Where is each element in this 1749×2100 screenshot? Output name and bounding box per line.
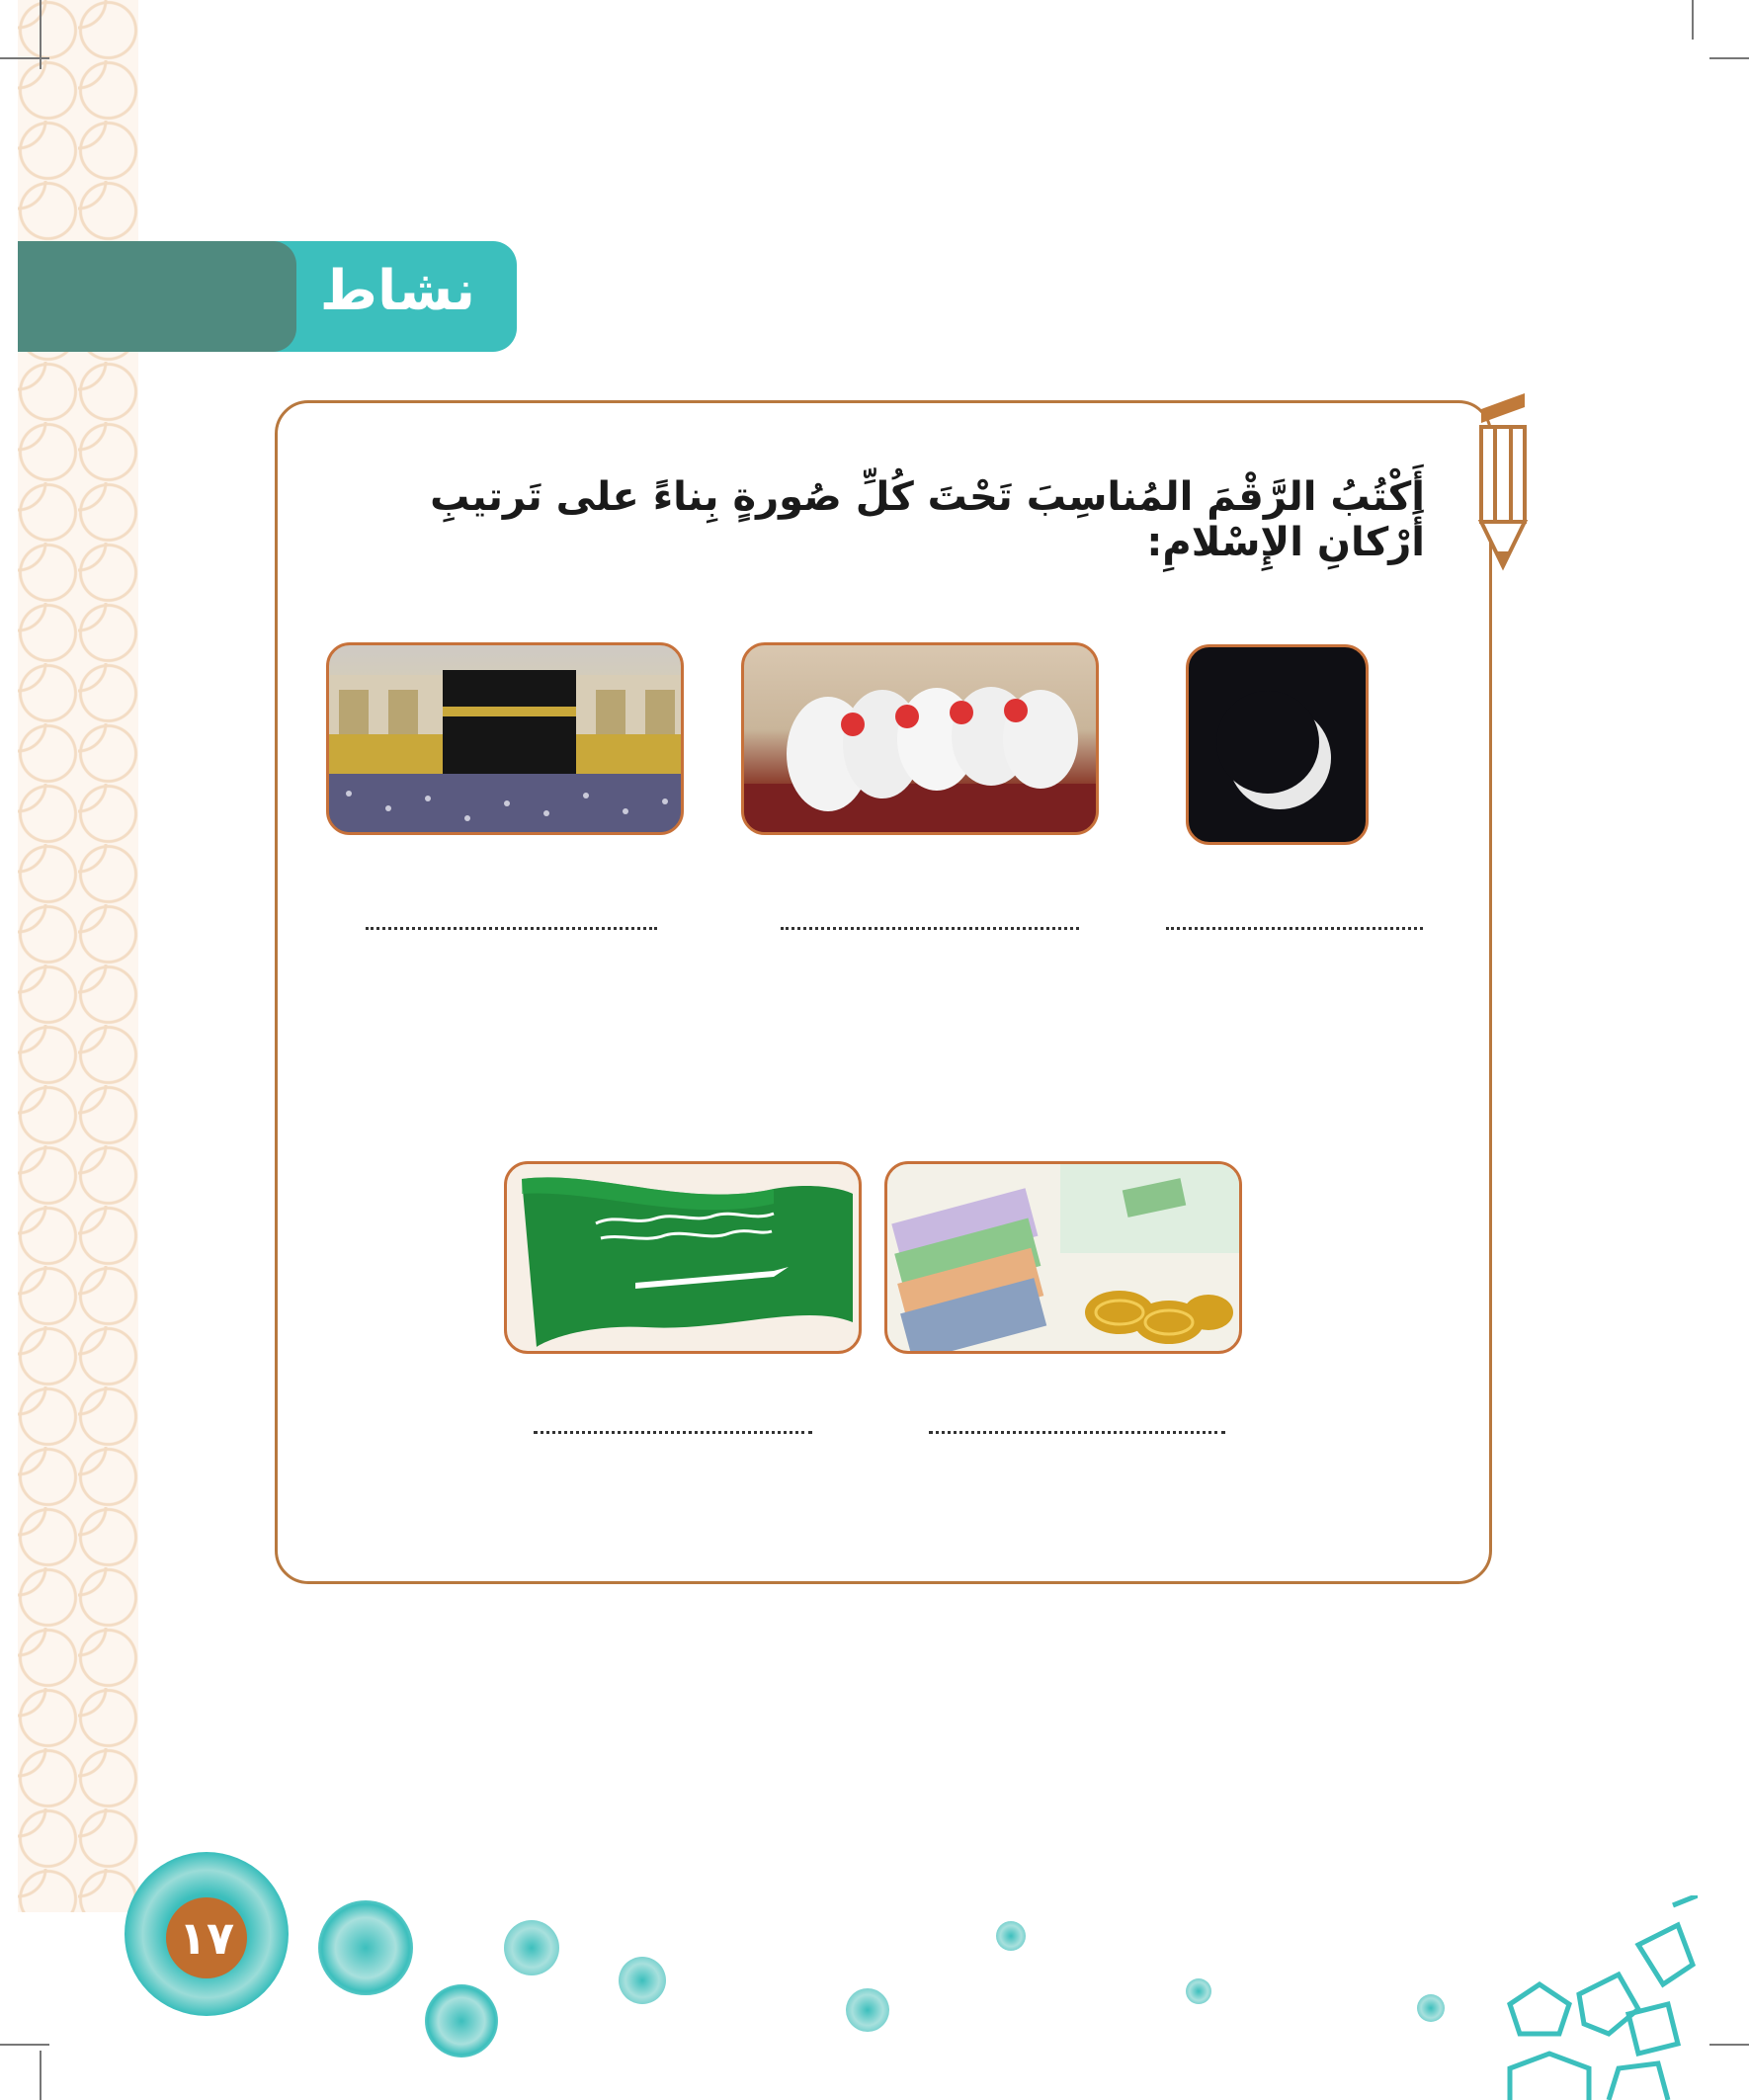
crop-mark bbox=[0, 2044, 49, 2046]
activity-frame bbox=[275, 400, 1492, 1584]
geometric-corner-decoration bbox=[1500, 1895, 1698, 2100]
rosette-decoration bbox=[504, 1920, 559, 1975]
rosette-decoration bbox=[318, 1900, 413, 1995]
kaaba-pilgrims-image bbox=[326, 642, 684, 835]
answer-line[interactable] bbox=[781, 927, 1079, 930]
crop-mark bbox=[40, 2051, 42, 2100]
praying-figures bbox=[744, 645, 1099, 835]
crop-mark bbox=[0, 57, 49, 59]
crescent-moon-image bbox=[1186, 644, 1369, 845]
page-number-badge: ١٧ bbox=[166, 1897, 247, 1978]
money-and-gold-image bbox=[884, 1161, 1242, 1354]
header-dark-segment bbox=[18, 241, 296, 352]
answer-line[interactable] bbox=[366, 927, 657, 930]
rosette-decoration bbox=[996, 1921, 1026, 1951]
kaaba-scene bbox=[329, 645, 684, 835]
crop-mark bbox=[1709, 57, 1749, 59]
answer-line[interactable] bbox=[534, 1431, 812, 1434]
saudi-flag-image bbox=[504, 1161, 862, 1354]
crescent-moon-icon bbox=[1189, 647, 1369, 845]
rosette-decoration bbox=[1417, 1994, 1445, 2022]
rosette-decoration bbox=[425, 1984, 498, 2058]
crop-mark bbox=[1709, 2044, 1749, 2046]
rosette-decoration bbox=[1186, 1978, 1211, 2004]
activity-header-bar bbox=[18, 241, 517, 352]
answer-line[interactable] bbox=[929, 1431, 1225, 1434]
saudi-flag-icon bbox=[507, 1164, 862, 1354]
pencil-icon bbox=[1477, 393, 1529, 576]
instruction-text: أَكْتُبُ الرَّقْمَ المُناسِبَ تَحْتَ كُلِّ صُورةٍ بِناءً على تَرتيبِ أَرْكانِ الإِسْلامِ: bbox=[430, 474, 1425, 565]
answer-line[interactable] bbox=[1166, 927, 1423, 930]
rosette-decoration bbox=[846, 1988, 889, 2032]
crop-mark bbox=[1692, 0, 1694, 40]
people-praying-image bbox=[741, 642, 1099, 835]
activity-title: نشاط bbox=[319, 259, 475, 323]
money-gold-scene bbox=[887, 1164, 1242, 1354]
rosette-decoration bbox=[619, 1957, 666, 2004]
